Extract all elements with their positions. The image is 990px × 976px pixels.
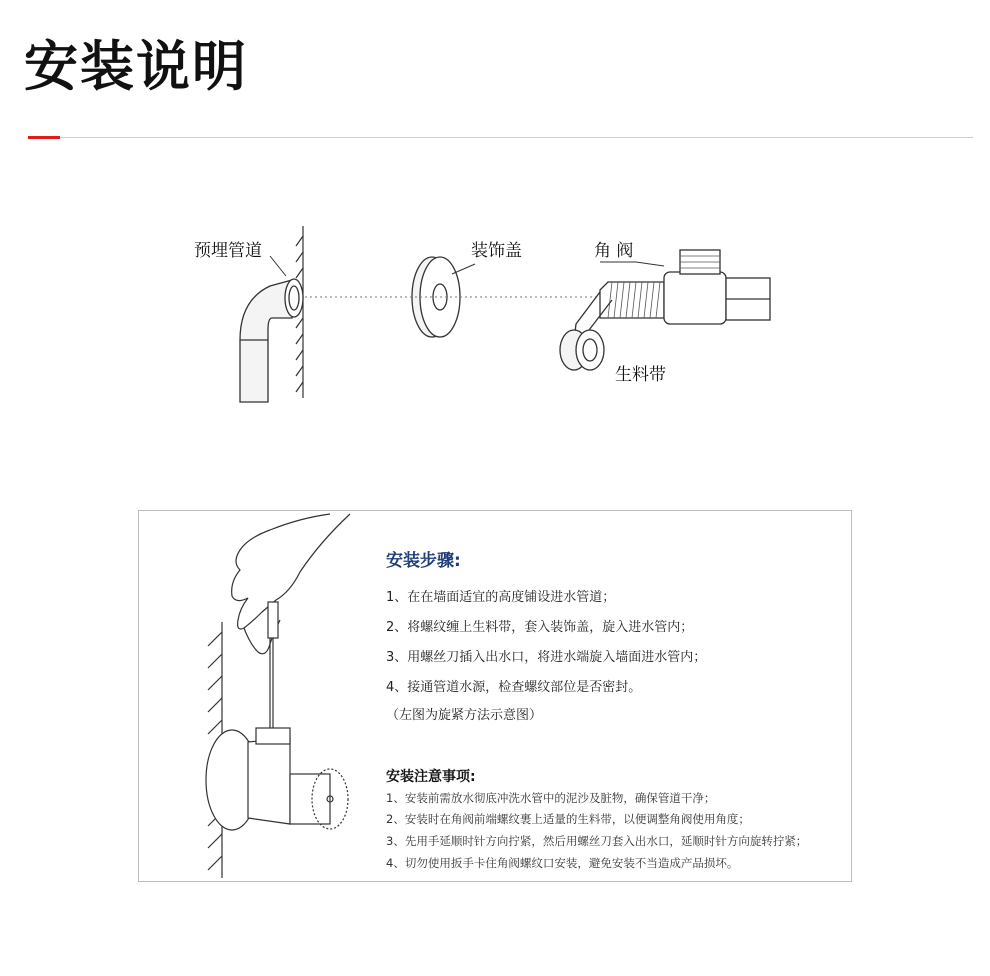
note-item: 2、安装时在角阀前端螺纹裹上适量的生料带，以便调整角阀使用角度；	[386, 812, 750, 826]
step-item: 4、接通管道水源，检查螺纹部位是否密封。	[386, 680, 642, 695]
steps-title: 安装步骤:	[386, 551, 461, 571]
embedded-pipe-illustration	[240, 279, 303, 402]
note-item: 4、切勿使用扳手卡住角阀螺纹口安装，避免安装不当造成产品损坏。	[386, 856, 739, 870]
notes-title: 安装注意事项:	[386, 769, 476, 785]
step-item: 2、将螺纹缠上生料带，套入装饰盖，旋入进水管内；	[386, 620, 694, 635]
note-item: 1、安装前需放水彻底冲洗水管中的泥沙及脏物，确保管道干净；	[386, 791, 716, 805]
label-decorative-cover: 装饰盖	[471, 241, 522, 261]
label-angle-valve: 角 阀	[594, 241, 634, 261]
step-item: 3、用螺丝刀插入出水口，将进水端旋入墙面进水管内；	[386, 650, 707, 665]
figure-note: （左图为旋紧方法示意图）	[386, 708, 543, 723]
label-ptfe-tape: 生料带	[615, 365, 666, 385]
note-item: 3、先用手延顺时针方向拧紧，然后用螺丝刀套入出水口，延顺时针方向旋转拧紧；	[386, 834, 808, 848]
screwdriver-installation-illustration	[140, 512, 380, 880]
page-title: 安装说明	[24, 35, 248, 98]
step-item: 1、在在墙面适宜的高度铺设进水管道；	[386, 590, 616, 605]
label-embedded-pipe: 预埋管道	[194, 241, 262, 261]
angle-valve-illustration	[600, 250, 770, 324]
